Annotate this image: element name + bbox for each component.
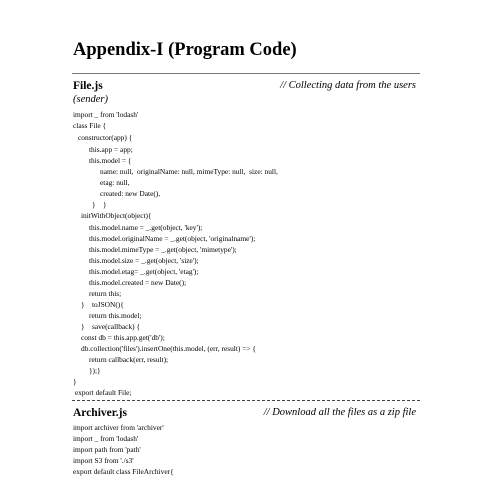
code-line: name: null, originalName: null, mimeType: null, size: null, [100, 167, 278, 176]
code-line: this.model.etag= _.get(object, 'etag'); [89, 267, 199, 276]
code-line: import path from 'path' [73, 445, 141, 454]
top-rule [72, 73, 420, 74]
code-line: created: new Date(), [100, 189, 161, 198]
code-line: db.collection('files').insertOne(this.model, (err, result) => { [81, 344, 256, 353]
file-name: File.js [73, 80, 103, 92]
file-name: Archiver.js [73, 407, 127, 419]
code-line: this.model.size = _.get(object, 'size'); [89, 256, 199, 265]
code-line: const db = this.app.get('db'); [81, 333, 165, 342]
code-line: this.model.created = new Date(); [89, 278, 187, 287]
code-line: } save(callback) { [81, 322, 141, 331]
code-line: import _ from 'lodash' [73, 110, 139, 119]
code-line: this.model.mimeType = _.get(object, 'mimetype'); [89, 245, 237, 254]
file-comment: // Collecting data from the users [280, 80, 416, 91]
file-comment-continued: (sender) [73, 94, 108, 105]
code-line: } } [92, 200, 107, 209]
code-line: this.model = { [89, 156, 132, 165]
code-line: } toJSON(){ [81, 300, 124, 309]
code-line: class File { [73, 121, 107, 130]
section-header-file-js [73, 80, 418, 94]
code-line: initWithObject(object){ [81, 211, 152, 220]
code-line: etag: null, [100, 178, 130, 187]
code-line: this.model.originalName = _.get(object, 'originalname'); [89, 234, 256, 243]
code-line: return callback(err, result); [89, 355, 169, 364]
code-line: } [73, 377, 77, 386]
code-line: });} [89, 366, 101, 375]
section-divider [72, 400, 420, 401]
code-line: import archiver from 'archiver' [73, 423, 164, 432]
code-line: import S3 from './s3' [73, 456, 134, 465]
code-line: this.app = app; [89, 145, 133, 154]
code-line: return this.model; [89, 311, 142, 320]
code-line: return this; [89, 289, 122, 298]
code-line: constructor(app) { [78, 133, 133, 142]
section-header-archiver-js [73, 407, 418, 421]
code-line: import _ from 'lodash' [73, 434, 139, 443]
code-line: export default class FileArchiver{ [73, 467, 174, 476]
code-line: this.model.name = _.get(object, 'key'); [89, 223, 203, 232]
page-title: Appendix-I (Program Code) [73, 40, 297, 60]
file-comment: // Download all the files as a zip file [263, 407, 416, 418]
code-line: export default File; [73, 388, 132, 397]
